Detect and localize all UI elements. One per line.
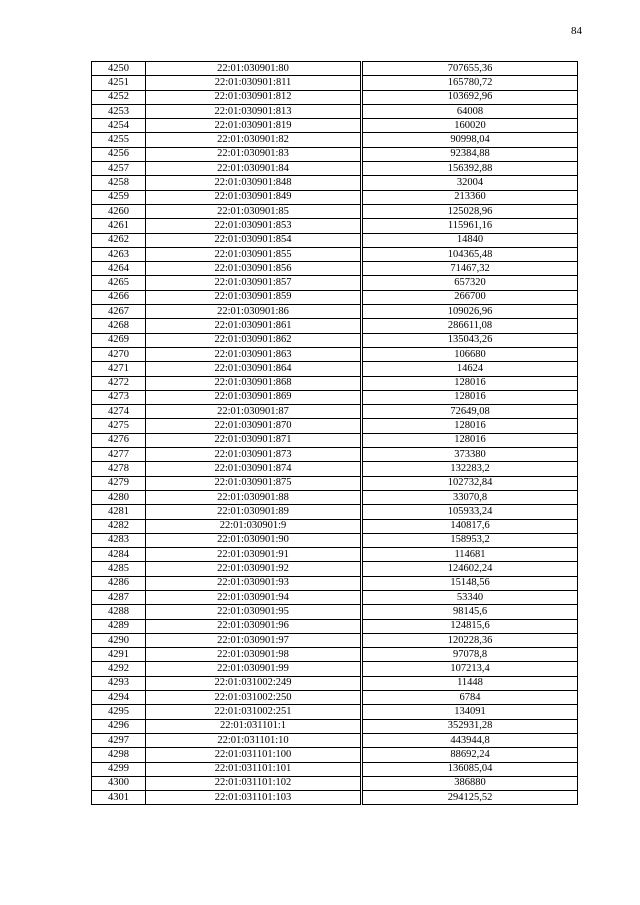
- table-row: [92, 247, 578, 261]
- table-row: [92, 619, 578, 633]
- table-row: [92, 433, 578, 447]
- cadastral-value-cell: 136085,04: [363, 762, 578, 776]
- cadastral-number-cell: 22:01:030901:857: [146, 276, 361, 290]
- cadastral-number-cell: 22:01:030901:9: [146, 519, 361, 533]
- row-number-cell: 4268: [92, 319, 146, 333]
- cadastral-number-cell: 22:01:031101:10: [146, 733, 361, 747]
- table-row: [92, 147, 578, 161]
- row-number-cell: 4284: [92, 548, 146, 562]
- table-row: [92, 719, 578, 733]
- table-row: [92, 76, 578, 90]
- cadastral-number-cell: 22:01:030901:873: [146, 448, 361, 462]
- table-row: [92, 376, 578, 390]
- cadastral-number-cell: 22:01:030901:813: [146, 104, 361, 118]
- cadastral-value-cell: 64008: [363, 104, 578, 118]
- table-row: [92, 476, 578, 490]
- table-row: [92, 490, 578, 504]
- row-number-cell: 4263: [92, 247, 146, 261]
- cadastral-value-cell: 97078,8: [363, 648, 578, 662]
- cadastral-number-cell: 22:01:030901:84: [146, 162, 361, 176]
- table-body: [92, 62, 578, 805]
- row-number-cell: 4294: [92, 691, 146, 705]
- cadastral-number-cell: 22:01:030901:82: [146, 133, 361, 147]
- cadastral-number-cell: 22:01:031101:103: [146, 791, 361, 805]
- cadastral-value-cell: 11448: [363, 676, 578, 690]
- cadastral-value-cell: 92384,88: [363, 147, 578, 161]
- cadastral-number-cell: 22:01:030901:870: [146, 419, 361, 433]
- row-number-cell: 4292: [92, 662, 146, 676]
- cadastral-number-cell: 22:01:030901:97: [146, 633, 361, 647]
- cadastral-number-cell: 22:01:030901:88: [146, 490, 361, 504]
- row-number-cell: 4287: [92, 590, 146, 604]
- cadastral-value-cell: 102732,84: [363, 476, 578, 490]
- cadastral-number-cell: 22:01:030901:864: [146, 362, 361, 376]
- row-number-cell: 4252: [92, 90, 146, 104]
- cadastral-value-cell: 14840: [363, 233, 578, 247]
- cadastral-value-cell: 32004: [363, 176, 578, 190]
- table-row: [92, 676, 578, 690]
- row-number-cell: 4258: [92, 176, 146, 190]
- cadastral-value-cell: 104365,48: [363, 247, 578, 261]
- table-row: [92, 776, 578, 790]
- cadastral-number-cell: 22:01:030901:99: [146, 662, 361, 676]
- cadastral-number-cell: 22:01:031101:100: [146, 748, 361, 762]
- cadastral-number-cell: 22:01:030901:93: [146, 576, 361, 590]
- table-row: [92, 319, 578, 333]
- row-number-cell: 4271: [92, 362, 146, 376]
- cadastral-number-cell: 22:01:030901:848: [146, 176, 361, 190]
- cadastral-number-cell: 22:01:030901:86: [146, 305, 361, 319]
- cadastral-value-cell: 103692,96: [363, 90, 578, 104]
- cadastral-number-cell: 22:01:030901:89: [146, 505, 361, 519]
- cadastral-number-cell: 22:01:030901:863: [146, 347, 361, 361]
- table-row: [92, 605, 578, 619]
- cadastral-value-cell: 707655,36: [363, 62, 578, 76]
- cadastral-value-cell: 114681: [363, 548, 578, 562]
- row-number-cell: 4264: [92, 262, 146, 276]
- row-number-cell: 4253: [92, 104, 146, 118]
- table-row: [92, 562, 578, 576]
- cadastral-value-cell: 120228,36: [363, 633, 578, 647]
- cadastral-number-cell: 22:01:030901:862: [146, 333, 361, 347]
- table-row: [92, 733, 578, 747]
- cadastral-number-cell: 22:01:030901:812: [146, 90, 361, 104]
- cadastral-value-cell: 107213,4: [363, 662, 578, 676]
- cadastral-number-cell: 22:01:031101:102: [146, 776, 361, 790]
- table-row: [92, 691, 578, 705]
- row-number-cell: 4276: [92, 433, 146, 447]
- row-number-cell: 4275: [92, 419, 146, 433]
- cadastral-value-cell: 132283,2: [363, 462, 578, 476]
- table-row: [92, 62, 578, 76]
- cadastral-value-cell: 128016: [363, 433, 578, 447]
- cadastral-number-cell: 22:01:030901:859: [146, 290, 361, 304]
- cadastral-number-cell: 22:01:030901:80: [146, 62, 361, 76]
- cadastral-number-cell: 22:01:031101:1: [146, 719, 361, 733]
- row-number-cell: 4269: [92, 333, 146, 347]
- cadastral-number-cell: 22:01:030901:91: [146, 548, 361, 562]
- row-number-cell: 4251: [92, 76, 146, 90]
- cadastral-number-cell: 22:01:030901:856: [146, 262, 361, 276]
- row-number-cell: 4289: [92, 619, 146, 633]
- cadastral-value-cell: 140817,6: [363, 519, 578, 533]
- table-row: [92, 262, 578, 276]
- row-number-cell: 4262: [92, 233, 146, 247]
- cadastral-value-cell: 72649,08: [363, 405, 578, 419]
- table-row: [92, 390, 578, 404]
- table-row: [92, 462, 578, 476]
- table-row: [92, 119, 578, 133]
- table-row: [92, 762, 578, 776]
- row-number-cell: 4259: [92, 190, 146, 204]
- cadastral-value-cell: 88692,24: [363, 748, 578, 762]
- cadastral-value-cell: 165780,72: [363, 76, 578, 90]
- table-row: [92, 190, 578, 204]
- table-row: [92, 791, 578, 805]
- cadastral-value-cell: 124602,24: [363, 562, 578, 576]
- cadastral-value-cell: 135043,26: [363, 333, 578, 347]
- cadastral-number-cell: 22:01:030901:98: [146, 648, 361, 662]
- cadastral-value-cell: 158953,2: [363, 533, 578, 547]
- cadastral-number-cell: 22:01:030901:87: [146, 405, 361, 419]
- cadastral-value-cell: 128016: [363, 419, 578, 433]
- row-number-cell: 4278: [92, 462, 146, 476]
- row-number-cell: 4281: [92, 505, 146, 519]
- cadastral-value-cell: 286611,08: [363, 319, 578, 333]
- cadastral-number-cell: 22:01:030901:83: [146, 147, 361, 161]
- table-row: [92, 162, 578, 176]
- cadastral-number-cell: 22:01:030901:95: [146, 605, 361, 619]
- table-row: [92, 104, 578, 118]
- cadastral-number-cell: 22:01:030901:811: [146, 76, 361, 90]
- row-number-cell: 4299: [92, 762, 146, 776]
- row-number-cell: 4265: [92, 276, 146, 290]
- cadastral-number-cell: 22:01:031101:101: [146, 762, 361, 776]
- table-row: [92, 705, 578, 719]
- row-number-cell: 4257: [92, 162, 146, 176]
- table-row: [92, 233, 578, 247]
- cadastral-value-cell: 160020: [363, 119, 578, 133]
- cadastral-value-cell: 125028,96: [363, 204, 578, 218]
- table-row: [92, 405, 578, 419]
- cadastral-number-cell: 22:01:030901:85: [146, 204, 361, 218]
- cadastral-value-cell: 90998,04: [363, 133, 578, 147]
- table-row: [92, 633, 578, 647]
- cadastral-value-cell: 128016: [363, 376, 578, 390]
- row-number-cell: 4283: [92, 533, 146, 547]
- cadastral-value-cell: 294125,52: [363, 791, 578, 805]
- cadastral-number-cell: 22:01:030901:90: [146, 533, 361, 547]
- row-number-cell: 4297: [92, 733, 146, 747]
- cadastral-number-cell: 22:01:030901:819: [146, 119, 361, 133]
- cadastral-number-cell: 22:01:030901:855: [146, 247, 361, 261]
- cadastral-value-cell: 134091: [363, 705, 578, 719]
- row-number-cell: 4250: [92, 62, 146, 76]
- table-row: [92, 276, 578, 290]
- cadastral-number-cell: 22:01:031002:250: [146, 691, 361, 705]
- cadastral-number-cell: 22:01:031002:249: [146, 676, 361, 690]
- cadastral-number-cell: 22:01:030901:871: [146, 433, 361, 447]
- table-row: [92, 576, 578, 590]
- cadastral-value-cell: 115961,16: [363, 219, 578, 233]
- table-row: [92, 648, 578, 662]
- row-number-cell: 4277: [92, 448, 146, 462]
- cadastral-value-cell: 128016: [363, 390, 578, 404]
- cadastral-number-cell: 22:01:031002:251: [146, 705, 361, 719]
- cadastral-number-cell: 22:01:030901:861: [146, 319, 361, 333]
- cadastral-value-cell: 106680: [363, 347, 578, 361]
- cadastral-number-cell: 22:01:030901:94: [146, 590, 361, 604]
- cadastral-value-cell: 266700: [363, 290, 578, 304]
- table-row: [92, 662, 578, 676]
- cadastral-number-cell: 22:01:030901:854: [146, 233, 361, 247]
- cadastral-value-cell: 386880: [363, 776, 578, 790]
- cadastral-number-cell: 22:01:030901:869: [146, 390, 361, 404]
- page-number: 84: [571, 25, 582, 37]
- row-number-cell: 4260: [92, 204, 146, 218]
- row-number-cell: 4270: [92, 347, 146, 361]
- table-row: [92, 204, 578, 218]
- row-number-cell: 4256: [92, 147, 146, 161]
- row-number-cell: 4282: [92, 519, 146, 533]
- row-number-cell: 4293: [92, 676, 146, 690]
- cadastral-value-cell: 15148,56: [363, 576, 578, 590]
- row-number-cell: 4266: [92, 290, 146, 304]
- cadastral-value-cell: 352931,28: [363, 719, 578, 733]
- cadastral-value-cell: 109026,96: [363, 305, 578, 319]
- row-number-cell: 4279: [92, 476, 146, 490]
- cadastral-value-cell: 6784: [363, 691, 578, 705]
- table-row: [92, 533, 578, 547]
- cadastral-value-cell: 373380: [363, 448, 578, 462]
- table-row: [92, 90, 578, 104]
- row-number-cell: 4286: [92, 576, 146, 590]
- table-row: [92, 590, 578, 604]
- row-number-cell: 4290: [92, 633, 146, 647]
- cadastral-value-cell: 213360: [363, 190, 578, 204]
- table-row: [92, 290, 578, 304]
- table-row: [92, 176, 578, 190]
- table-row: [92, 219, 578, 233]
- row-number-cell: 4255: [92, 133, 146, 147]
- row-number-cell: 4272: [92, 376, 146, 390]
- table-row: [92, 347, 578, 361]
- row-number-cell: 4300: [92, 776, 146, 790]
- row-number-cell: 4273: [92, 390, 146, 404]
- cadastral-number-cell: 22:01:030901:92: [146, 562, 361, 576]
- row-number-cell: 4285: [92, 562, 146, 576]
- cadastral-value-cell: 14624: [363, 362, 578, 376]
- table-row: [92, 333, 578, 347]
- table-row: [92, 362, 578, 376]
- cadastral-value-table: [91, 61, 578, 805]
- table-row: [92, 305, 578, 319]
- cadastral-value-cell: 53340: [363, 590, 578, 604]
- cadastral-number-cell: 22:01:030901:853: [146, 219, 361, 233]
- cadastral-value-cell: 156392,88: [363, 162, 578, 176]
- cadastral-number-cell: 22:01:030901:868: [146, 376, 361, 390]
- row-number-cell: 4291: [92, 648, 146, 662]
- cadastral-number-cell: 22:01:030901:96: [146, 619, 361, 633]
- cadastral-value-cell: 657320: [363, 276, 578, 290]
- table-row: [92, 548, 578, 562]
- row-number-cell: 4296: [92, 719, 146, 733]
- row-number-cell: 4301: [92, 791, 146, 805]
- cadastral-number-cell: 22:01:030901:875: [146, 476, 361, 490]
- row-number-cell: 4261: [92, 219, 146, 233]
- row-number-cell: 4298: [92, 748, 146, 762]
- cadastral-number-cell: 22:01:030901:849: [146, 190, 361, 204]
- row-number-cell: 4254: [92, 119, 146, 133]
- table-row: [92, 133, 578, 147]
- row-number-cell: 4288: [92, 605, 146, 619]
- table-row: [92, 505, 578, 519]
- row-number-cell: 4280: [92, 490, 146, 504]
- table-row: [92, 748, 578, 762]
- row-number-cell: 4267: [92, 305, 146, 319]
- cadastral-value-cell: 33070,8: [363, 490, 578, 504]
- cadastral-value-cell: 124815,6: [363, 619, 578, 633]
- row-number-cell: 4295: [92, 705, 146, 719]
- cadastral-number-cell: 22:01:030901:874: [146, 462, 361, 476]
- cadastral-value-cell: 98145,6: [363, 605, 578, 619]
- row-number-cell: 4274: [92, 405, 146, 419]
- table-row: [92, 419, 578, 433]
- table-row: [92, 519, 578, 533]
- cadastral-value-cell: 105933,24: [363, 505, 578, 519]
- cadastral-value-cell: 443944,8: [363, 733, 578, 747]
- cadastral-value-cell: 71467,32: [363, 262, 578, 276]
- table-row: [92, 448, 578, 462]
